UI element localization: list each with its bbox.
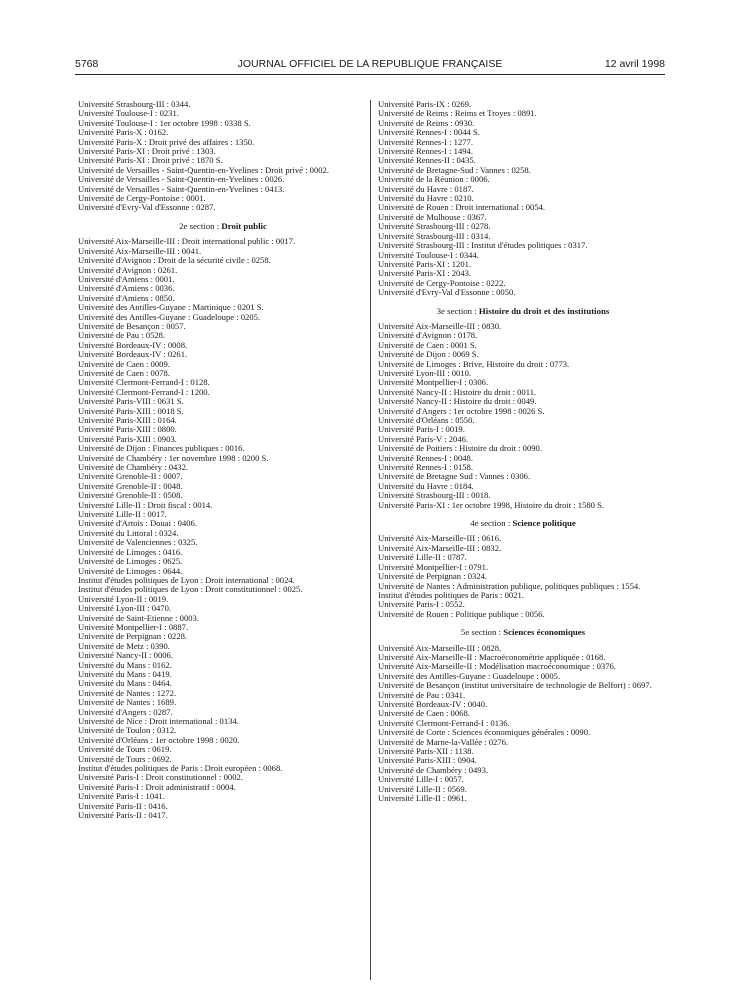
right-column <box>378 100 668 803</box>
list-item: Université d'Angers : 0287. <box>78 706 173 717</box>
list-item: Institut d'études politiques de Paris : Droit européen : 0068. <box>78 763 283 774</box>
list-item: Université Clermont-Ferrand-I : 0128. <box>78 377 210 388</box>
list-item: Université Nancy-II : 0006. <box>78 650 173 661</box>
list-item: Université Lille-II : 0017. <box>78 509 167 520</box>
list-item: Université Lille-II : 0961. <box>378 793 467 804</box>
list-item: Université de Rouen : Politique publique : 0056. <box>378 608 545 619</box>
section-number: 3e section : <box>436 305 477 316</box>
list-item: Université Lyon-III : 0010. <box>378 367 472 378</box>
list-item: Université du Havre : 0187. <box>378 183 474 194</box>
issue-date: 12 avril 1998 <box>604 58 665 70</box>
list-item: Université de Pau : 0528. <box>78 330 166 341</box>
section-number: 5e section : <box>460 627 501 638</box>
list-item: Université Paris-XI : Droit privé : 1303. <box>78 146 216 157</box>
list-item: Université d'Avignon : 0261. <box>78 264 178 275</box>
list-item: Université de Besançon (institut universitaire de technologie de Belfort) : 0697. <box>378 680 652 691</box>
list-item: Université de Tours : 0619. <box>78 744 172 755</box>
list-science-politique <box>378 534 668 619</box>
list-item: Université de Caen : 0009. <box>78 358 170 369</box>
list-histoire-du-droit <box>378 322 668 510</box>
list-item: Université Aix-Marseille-II : Macroéconométrie appliquée : 0168. <box>378 651 606 662</box>
list-item: Université de Marne-la-Vallée : 0276. <box>378 736 509 747</box>
list-item: Université Paris-I : 0019. <box>378 424 465 435</box>
list-item: Université d'Avignon : Droit de la sécurité civile : 0258. <box>78 255 271 266</box>
list-item: Université de Tours : 0692. <box>78 753 172 764</box>
list-item: Institut d'études politiques de Lyon : Droit constitutionnel : 0025. <box>78 584 303 595</box>
list-item: Université de Bretagne-Sud : Vannes : 0258. <box>378 164 531 175</box>
list-item: Université Paris-XI : 2043. <box>378 268 472 279</box>
list-item: Université de Bretagne Sud : Vannes : 0306. <box>378 471 531 482</box>
list-item: Université Rennes-I : 0044 S. <box>378 127 480 138</box>
list-item: Université Aix-Marseille-III : Droit international public : 0017. <box>78 236 296 247</box>
list-item: Université Paris-X : Droit privé des affaires : 1350. <box>78 136 255 147</box>
list-item: Université Paris-XIII : 0800. <box>78 424 177 435</box>
list-item: Université de Metz : 0390. <box>78 640 170 651</box>
list-item: Université de Caen : 0068. <box>378 708 470 719</box>
list-item: Université d'Amiens : 0001. <box>78 273 175 284</box>
list-item: Institut d'études politiques de Lyon : Droit international : 0024. <box>78 574 295 585</box>
list-item: Université du Littoral : 0324. <box>78 527 179 538</box>
list-item: Université Paris-I : Droit constitutionnel : 0002. <box>78 772 243 783</box>
list-item: Université Rennes-I : 0048. <box>378 452 473 463</box>
list-item: Université de Chambéry : 1er novembre 1998 : 0200 S. <box>78 452 269 463</box>
list-item: Université de Valenciennes : 0325. <box>78 537 198 548</box>
list-item: Université Aix-Marseille-III : 0832. <box>378 542 502 553</box>
list-item: Université Lyon-III : 0470. <box>78 603 172 614</box>
list-item: Université Aix-Marseille-III : 0616. <box>378 533 502 544</box>
list-item: Université Montpellier-I : 0887. <box>78 621 189 632</box>
list-item: Université de Corte : Sciences économiques générales : 0090. <box>378 727 591 738</box>
list-item: Université Paris-I : Droit administratif : 0004. <box>78 781 236 792</box>
list-item: Université de Dijon : Finances publiques : 0016. <box>78 443 245 454</box>
list-item: Université Montpellier-I : 0791. <box>378 561 489 572</box>
list-item: Université Toulouse-I : 1er octobre 1998 : 0338 S. <box>78 117 251 128</box>
list-item: Université Rennes-I : 0158. <box>378 462 473 473</box>
list-item: Université Toulouse-I : 0344. <box>378 249 479 260</box>
section-title: Science politique <box>512 518 576 529</box>
list-item: Université des Antilles-Guyane : Guadeloupe : 0005. <box>378 670 561 681</box>
list-item: Université Strasbourg-III : 0314. <box>378 230 491 241</box>
list-droit-public <box>78 237 368 820</box>
list-item: Université Paris-XI : Droit privé : 1870 S. <box>78 155 223 166</box>
list-item: Université Lille-II : Droit fiscal : 0014. <box>78 499 213 510</box>
list-item: Université de Versailles - Saint-Quentin-en-Yvelines : Droit privé : 0002. <box>78 164 330 175</box>
list-item: Université du Mans : 0464. <box>78 678 172 689</box>
list-item: Université de Reims : 0930. <box>378 117 475 128</box>
column-divider <box>370 100 371 980</box>
section-heading-science-politique <box>378 510 668 534</box>
section-title: Droit public <box>221 220 267 231</box>
list-item: Université de Poitiers : Histoire du droit : 0090. <box>378 443 542 454</box>
list-item: Université d'Artois : Douai : 0406. <box>78 518 197 529</box>
page-header <box>75 58 665 72</box>
list-item: Université de Toulon : 0312. <box>78 725 177 736</box>
list-item: Université Paris-XI : 1201. <box>378 258 472 269</box>
list-item: Université Lyon-II : 0019. <box>78 593 169 604</box>
list-item: Université Grenoble-II : 0007. <box>78 471 183 482</box>
list-item: Université Paris-VIII : 0631 S. <box>78 396 184 407</box>
list-item: Université Rennes-I : 1494. <box>378 146 473 157</box>
list-item: Université des Antilles-Guyane : Martinique : 0201 S. <box>78 302 264 313</box>
list-item: Université du Mans : 0162. <box>78 659 172 670</box>
list-item: Université de Nantes : 1689. <box>78 697 177 708</box>
list-item: Université d'Avignon : 0178. <box>378 330 478 341</box>
list-item: Université de Limoges : 0644. <box>78 565 183 576</box>
list-item: Université Rennes-II : 0435. <box>378 155 476 166</box>
list-item: Université Paris-X : 0162. <box>78 127 169 138</box>
list-item: Université d'Amiens : 0850. <box>78 292 175 303</box>
list-item: Université Paris-XII : 1138. <box>378 746 474 756</box>
list-section-1-continued <box>78 100 368 213</box>
list-item: Université du Mans : 0419. <box>78 668 172 679</box>
list-item: Université Grenoble-II : 0508. <box>78 490 183 501</box>
list-item: Université de Perpignan : 0324. <box>378 571 488 582</box>
section-heading-droit-public <box>78 213 368 237</box>
header-rule <box>75 74 665 75</box>
list-item: Université Bordeaux-IV : 0008. <box>78 339 188 350</box>
journal-title: JOURNAL OFFICIEL DE LA REPUBLIQUE FRANÇAISE <box>237 58 503 70</box>
list-item: Université Lille-II : 0787. <box>378 552 467 563</box>
list-item: Université des Antilles-Guyane : Guadeloupe : 0205. <box>78 311 261 322</box>
list-item: Université Paris-IX : 0269. <box>378 99 472 109</box>
list-item: Université de Dijon : 0069 S. <box>378 349 479 360</box>
list-item: Institut d'études politiques de Paris : 0021. <box>378 589 524 600</box>
list-item: Université Strasbourg-III : 0344. <box>78 99 191 109</box>
list-item: Université Strasbourg-III : 0278. <box>378 221 491 232</box>
section-number: 2e section : <box>179 220 220 231</box>
list-item: Université Paris-II : 0416. <box>78 800 168 811</box>
list-item: Université Bordeaux-IV : 0261. <box>78 349 188 360</box>
list-item: Université Strasbourg-III : Institut d'études politiques : 0317. <box>378 240 588 251</box>
list-droit-public-continued <box>378 100 668 298</box>
list-item: Université Paris-I : 1041. <box>78 791 165 802</box>
list-item: Université de Chambéry : 0493. <box>378 764 489 775</box>
list-item: Université de Mulhouse : 0367. <box>378 211 487 222</box>
list-item: Université de Saint-Etienne : 0003. <box>78 612 200 623</box>
list-item: Université Toulouse-I : 0231. <box>78 108 179 119</box>
list-item: Université Paris-XI : 1er octobre 1998, Histoire du droit : 1580 S. <box>378 499 605 510</box>
list-item: Université de Caen : 0078. <box>78 367 170 378</box>
list-item: Université de Chambéry : 0432. <box>78 462 189 473</box>
list-sciences-economiques <box>378 644 668 804</box>
list-item: Université Montpellier-I : 0306. <box>378 377 489 388</box>
list-item: Université de Limoges : Brive, Histoire du droit : 0773. <box>378 358 570 369</box>
list-item: Université Paris-XIII : 0164. <box>78 415 177 425</box>
list-item: Université Paris-I : 0552. <box>378 599 465 610</box>
list-item: Université d'Evry-Val d'Essonne : 0050. <box>378 287 516 298</box>
list-item: Université du Havre : 0184. <box>378 480 474 491</box>
list-item: Université Aix-Marseille-III : 0830. <box>378 320 502 331</box>
list-item: Université de Nantes : 1272. <box>78 687 177 698</box>
list-item: Université d'Amiens : 0036. <box>78 283 175 294</box>
list-item: Université de Perpignan : 0228. <box>78 631 188 642</box>
list-item: Université de Limoges : 0625. <box>78 556 183 567</box>
list-item: Université d'Angers : 1er octobre 1998 : 0026 S. <box>378 405 545 416</box>
list-item: Université d'Orléans : 1er octobre 1998 : 0020. <box>78 734 240 745</box>
list-item: Université de Cergy-Pontoise : 0222. <box>378 277 506 288</box>
list-item: Université Aix-Marseille-III : 0828. <box>378 642 502 653</box>
list-item: Université de Versailles - Saint-Quentin-en-Yvelines : 0413. <box>78 183 285 194</box>
section-heading-histoire-du-droit <box>378 298 668 322</box>
list-item: Université Strasbourg-III : 0018. <box>378 490 491 501</box>
list-item: Université de Besançon : 0057. <box>78 320 186 331</box>
section-title: Histoire du droit et des institutions <box>478 305 610 316</box>
list-item: Université Paris-V : 2046. <box>378 433 469 444</box>
list-item: Université de Caen : 0001 S. <box>378 339 477 350</box>
list-item: Université Aix-Marseille-III : 0041. <box>78 245 202 256</box>
section-heading-sciences-economiques <box>378 619 668 643</box>
list-item: Université de Versailles - Saint-Quentin-en-Yvelines : 0026. <box>78 174 285 185</box>
list-item: Université du Havre : 0210. <box>378 193 474 204</box>
list-item: Université Lille-II : 0569. <box>378 783 467 794</box>
section-title: Sciences économiques <box>503 627 586 638</box>
list-item: Université d'Evry-Val d'Essonne : 0287. <box>78 202 216 213</box>
list-item: Université de Cergy-Pontoise : 0001. <box>78 193 206 204</box>
list-item: Université Rennes-I : 1277. <box>378 136 473 147</box>
section-number: 4e section : <box>470 518 511 529</box>
list-item: Université Paris-XIII : 0018 S. <box>78 405 184 416</box>
list-item: Université de Nice : Droit international : 0134. <box>78 716 239 726</box>
list-item: Université de la Réunion : 0006. <box>378 174 490 185</box>
list-item: Université de Limoges : 0416. <box>78 546 183 557</box>
list-item: Université de Nantes : Administration publique, politiques publiques : 1554. <box>378 580 641 591</box>
list-item: Université Paris-XIII : 0904. <box>378 755 477 766</box>
list-item: Université Lille-I : 0057. <box>378 774 464 785</box>
list-item: Université de Rouen : Droit international : 0054. <box>378 202 546 213</box>
left-column <box>78 100 368 820</box>
list-item: Université Grenoble-II : 0048. <box>78 480 183 491</box>
list-item: Université Aix-Marseille-II : Modélisation macroéconomique : 0376. <box>378 661 616 672</box>
list-item: Université Nancy-II : Histoire du droit : 0011. <box>378 386 537 397</box>
list-item: Université de Pau : 0341. <box>378 689 466 700</box>
list-item: Université Paris-XIII : 0903. <box>78 433 177 444</box>
list-item: Université Clermont-Ferrand-I : 1200. <box>78 386 210 397</box>
list-item: Université Nancy-II : Histoire du droit : 0049. <box>378 396 537 407</box>
list-item: Université Clermont-Ferrand-I : 0136. <box>378 717 510 728</box>
list-item: Université de Reims : Reims et Troyes : 0891. <box>378 108 537 119</box>
list-item: Université d'Orléans : 0550. <box>378 415 475 425</box>
list-item: Université Bordeaux-IV : 0040. <box>378 698 488 709</box>
list-item: Université Paris-II : 0417. <box>78 810 168 821</box>
page-number: 5768 <box>75 58 99 70</box>
